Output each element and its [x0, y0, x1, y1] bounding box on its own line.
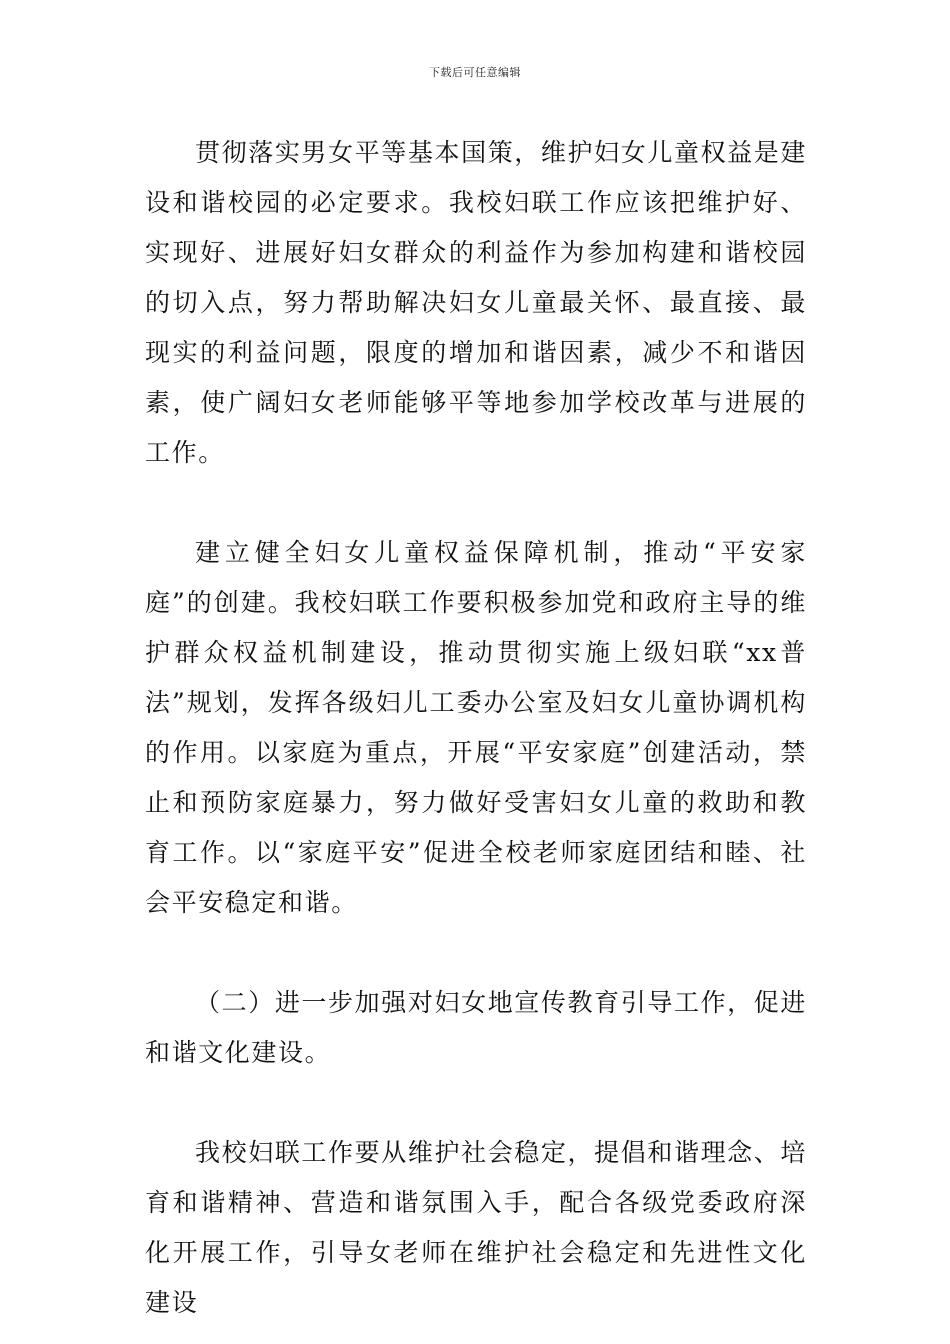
document-body: [145, 128, 807, 1328]
page-header: 下载后可任意编辑: [429, 66, 521, 79]
paragraph-policy: 贯彻落实男女平等基本国策，维护妇女儿童权益是建设和谐校园的必定要求。我校妇联工作应该把维护好、实现好、进展好妇女群众的利益作为参加构建和谐校园的切入点，努力帮助解决妇女儿童最关怀、最直接、最现实的利益问题，限度的增加和谐因素，减少不和谐因素，使广阔妇女老师能够平等地参加学校改革与进展的工作。: [145, 138, 807, 467]
section-heading-two: （二）进一步加强对妇女地宣传教育引导工作，促进和谐文化建设。: [145, 988, 807, 1067]
paragraph-safe-family: 建立健全妇女儿童权益保障机制，推动“平安家庭”的创建。我校妇联工作要积极参加党和政府主导的维护群众权益机制建设，推动贯彻实施上级妇联“xx普法”规划，发挥各级妇儿工委办公室及妇女儿童协调机构的作用。以家庭为重点，开展“平安家庭”创建活动，禁止和预防家庭暴力，努力做好受害妇女儿童的救助和教育工作。以“家庭平安”促进全校老师家庭团结和睦、社会平安稳定和谐。: [145, 538, 807, 917]
paragraph-harmony-culture: 我校妇联工作要从维护社会稳定，提倡和谐理念、培育和谐精神、营造和谐氛围入手，配合各级党委政府深化开展工作，引导女老师在维护社会稳定和先进性文化建设: [145, 1138, 807, 1317]
